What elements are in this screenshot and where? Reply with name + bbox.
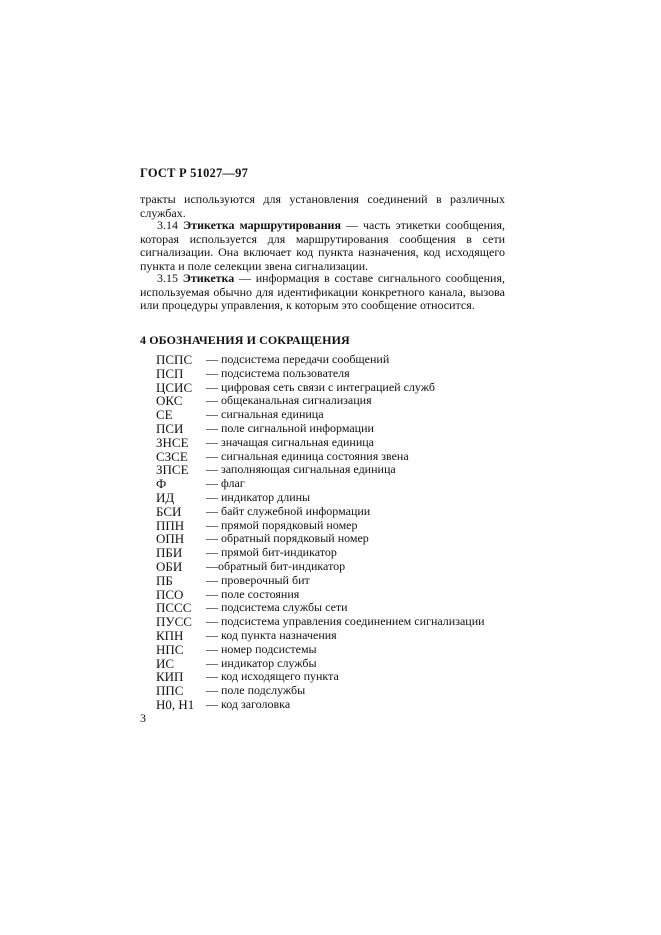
abbreviation-term: ПСПС [156, 352, 193, 367]
abbreviation-definition: —обратный бит-индикатор [206, 558, 346, 573]
abbreviation-term: ИС [156, 655, 175, 671]
abbreviation-term: ПСИ [156, 420, 184, 436]
abbreviation-row [156, 491, 516, 505]
abbreviation-definition: — сигнальная единица состояния звена [206, 448, 409, 463]
section-title: 4 ОБОЗНАЧЕНИЯ И СОКРАЩЕНИЯ [140, 333, 350, 347]
paragraph-continuation [140, 193, 505, 220]
abbreviation-term: ЗНСЕ [156, 434, 189, 450]
abbreviation-definition: — поле сигнальной информации [206, 420, 374, 435]
abbreviation-row [156, 477, 516, 491]
abbreviation-list [156, 353, 516, 712]
abbreviation-row [156, 381, 516, 395]
abbreviation-definition: — цифровая сеть связи с интеграцией служб [206, 379, 435, 394]
paragraph-text: тракты используются для установления соединений в различных службах. [140, 192, 505, 220]
abbreviation-row [156, 463, 516, 477]
abbreviation-definition: — сигнальная единица [206, 407, 324, 422]
abbreviation-row [156, 532, 516, 546]
abbreviation-definition: — обратный порядковый номер [206, 531, 369, 546]
abbreviation-row [156, 670, 516, 684]
abbreviation-term: ПБИ [156, 545, 183, 561]
abbreviation-row [156, 546, 516, 560]
abbreviation-definition: — общеканальная сигнализация [206, 393, 372, 408]
abbreviation-definition: — заполняющая сигнальная единица [206, 462, 396, 477]
abbreviation-term: ОКС [156, 393, 183, 409]
abbreviation-row [156, 588, 516, 602]
abbreviation-term: ОПН [156, 531, 185, 547]
abbreviation-term: СЕ [156, 407, 173, 423]
abbreviation-definition: — индикатор длины [206, 489, 311, 504]
abbreviation-term: НПС [156, 641, 184, 657]
abbreviation-term: Ф [156, 476, 167, 492]
abbreviation-term: ЗПСЕ [156, 462, 189, 478]
abbreviation-row [156, 629, 516, 643]
abbreviation-row [156, 657, 516, 671]
abbreviation-row [156, 367, 516, 381]
abbreviation-term: ПСО [156, 586, 184, 602]
abbreviation-term: СЗСЕ [156, 448, 188, 464]
abbreviation-term: Н0, Н1 [156, 696, 195, 712]
abbreviation-row [156, 615, 516, 629]
defined-term: Этикетка маршрутирования [183, 218, 341, 232]
abbreviation-row [156, 505, 516, 519]
abbreviation-term: КПН [156, 627, 184, 643]
abbreviation-row [156, 643, 516, 657]
abbreviation-definition: — код исходящего пункта [206, 669, 339, 684]
abbreviation-term: ПУСС [156, 614, 192, 630]
clause-number: 3.15 [157, 271, 178, 285]
abbreviation-row [156, 450, 516, 464]
clause-number: 3.14 [157, 218, 178, 232]
defined-term: Этикетка [182, 271, 235, 285]
paragraph-3-14 [140, 219, 505, 273]
abbreviation-definition: — прямой порядковый номер [206, 517, 358, 532]
abbreviation-term: ПСП [156, 365, 184, 381]
abbreviation-term: ИД [156, 489, 175, 505]
abbreviation-row [156, 422, 516, 436]
abbreviation-definition: — индикатор службы [206, 655, 317, 670]
abbreviation-row [156, 436, 516, 450]
abbreviation-row [156, 519, 516, 533]
abbreviation-definition: — подсистема передачи сообщений [206, 352, 390, 366]
abbreviation-term: ЦСИС [156, 379, 193, 395]
abbreviation-term: ОБИ [156, 558, 183, 574]
abbreviation-definition: — байт служебной информации [206, 503, 371, 518]
abbreviation-row [156, 698, 516, 712]
definition-text: — информация в составе сигнального сообщения, используемая обычно для идентификации конкретного канала, вызова или процедуры управления, к которым это сообщение относится. [140, 271, 505, 313]
paragraph-3-15 [140, 272, 505, 313]
abbreviation-row [156, 684, 516, 698]
abbreviation-row [156, 560, 516, 574]
abbreviation-term: ППС [156, 683, 184, 699]
abbreviation-term: БСИ [156, 503, 182, 519]
abbreviation-definition: — прямой бит-индикатор [206, 545, 337, 560]
abbreviation-term: ПССС [156, 600, 192, 616]
abbreviation-term: ППН [156, 517, 185, 533]
abbreviation-definition: — код заголовка [206, 696, 291, 711]
abbreviation-definition: — номер подсистемы [206, 641, 317, 656]
abbreviation-row [156, 574, 516, 588]
abbreviation-term: ПБ [156, 572, 173, 588]
abbreviation-definition: — флаг [206, 476, 245, 491]
abbreviation-definition: — поле состояния [206, 586, 300, 601]
abbreviation-row [156, 408, 516, 422]
abbreviation-row [156, 394, 516, 408]
abbreviation-definition: — подсистема пользователя [206, 365, 350, 380]
abbreviation-definition: — подсистема управления соединением сигнализации [206, 614, 485, 629]
abbreviation-row [156, 353, 516, 367]
abbreviation-definition: — значащая сигнальная единица [206, 434, 374, 449]
abbreviation-term: КИП [156, 669, 184, 685]
document-header: ГОСТ Р 51027—97 [140, 166, 249, 180]
page-number: 3 [140, 711, 146, 725]
abbreviation-definition: — поле подслужбы [206, 683, 306, 698]
abbreviation-definition: — проверочный бит [206, 572, 310, 587]
abbreviation-row [156, 601, 516, 615]
abbreviation-definition: — подсистема службы сети [206, 600, 348, 615]
definition-text: — часть этикетки сообщения, которая используется для маршрутирования сообщения в сети сигнализации. Она включает код пункта назначения, код исходящего пункта и поле селекции звена сигнализации. [140, 218, 505, 273]
abbreviation-definition: — код пункта назначения [206, 627, 337, 642]
